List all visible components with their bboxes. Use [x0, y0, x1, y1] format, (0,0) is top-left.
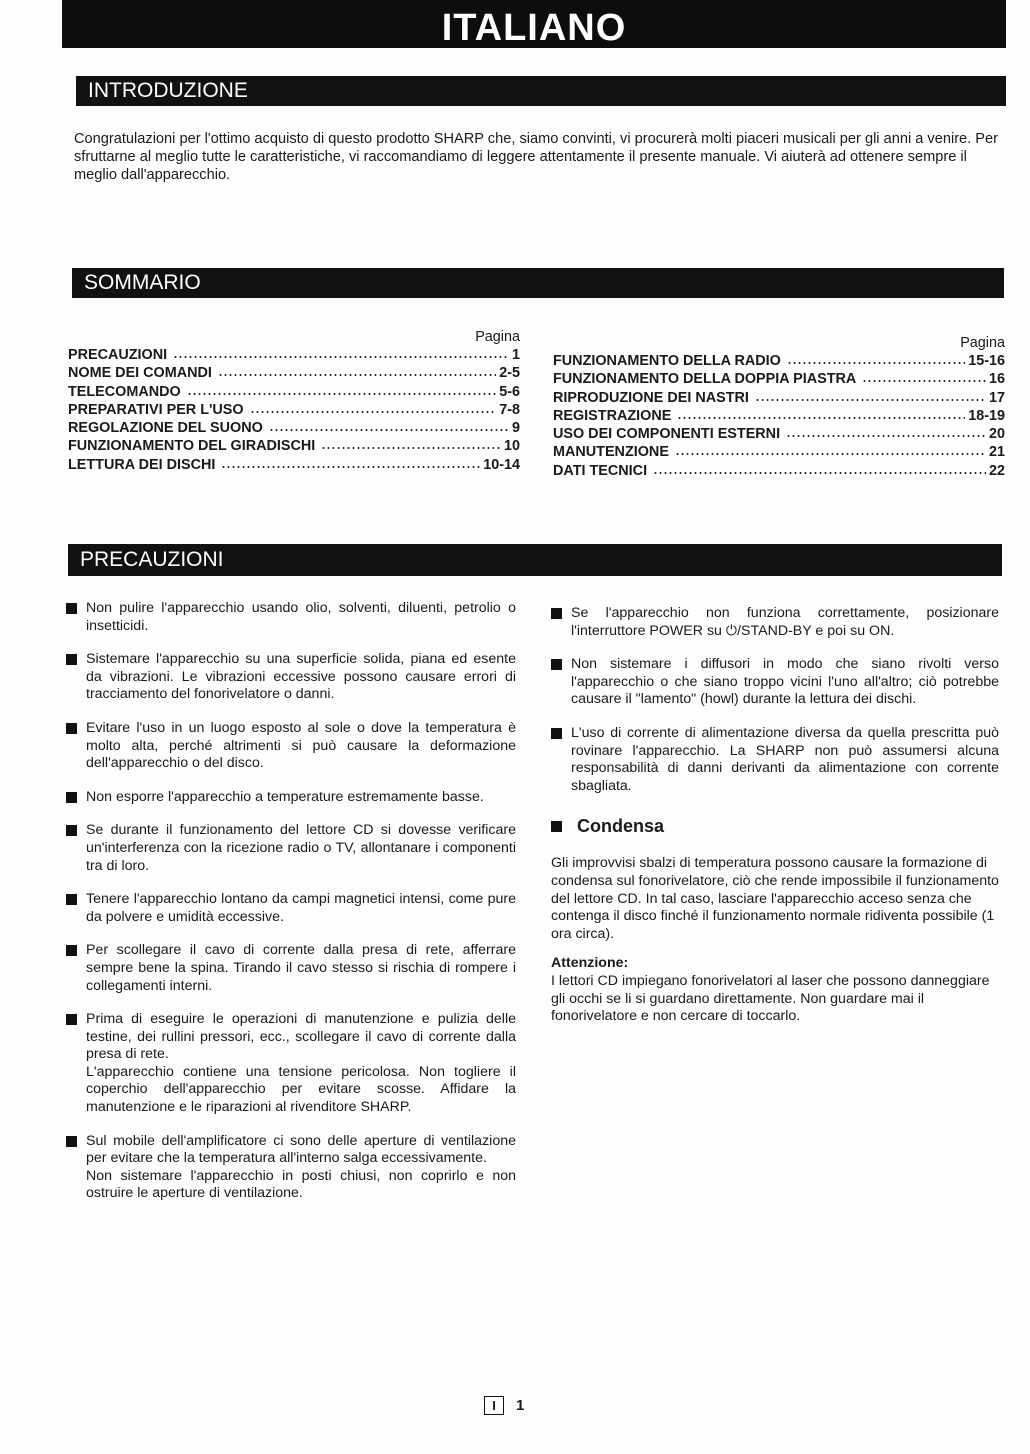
section-heading-precauzioni: PRECAUZIONI — [68, 544, 1002, 576]
toc-dot-leader — [250, 410, 497, 414]
toc-entry-title: RIPRODUZIONE DEI NASTRI — [553, 389, 749, 406]
bullet-square-icon — [66, 825, 77, 836]
bullet-square-icon — [66, 1014, 77, 1025]
bullet-square-icon — [551, 728, 562, 739]
toc-entry-page: 22 — [988, 462, 1005, 479]
section-heading-sommario: SOMMARIO — [72, 268, 1004, 298]
precaution-extra-text: Non sistemare l'apparecchio in posti chiusi, non coprirlo e non ostruire le aperture di ventilazione. — [86, 1167, 516, 1202]
toc-entry-page: 2-5 — [499, 365, 520, 382]
precaution-text: Se l'apparecchio non funziona correttamente, posizionare l'interruttore POWER su ⏻/STAND-BY e poi su ON. — [571, 605, 999, 639]
toc-dot-leader — [862, 379, 986, 383]
intro-paragraph: Congratulazioni per l'ottimo acquisto di questo prodotto SHARP che, siamo convinti, vi procurerà molti piaceri musicali per gli anni a venire. Per sfruttarne al meglio tutte le caratteristiche, vi raccomandiamo di leggere attentamente il presente manuale. Vi aiuterà ad ottenere sempre il meglio dall'apparecchio. — [74, 131, 998, 183]
toc-entry-title: FUNZIONAMENTO DELLA RADIO — [553, 353, 781, 369]
page-footer — [484, 1394, 524, 1416]
precaution-item — [66, 720, 516, 773]
precaution-extra-text: L'apparecchio contiene una tensione pericolosa. Non togliere il coperchio dell'apparecchio per evitare scosse. Affidare la manutenzione e le riparazioni al rivenditore SHARP. — [86, 1063, 516, 1116]
toc-entry-page: 9 — [511, 420, 520, 437]
toc-entry — [68, 437, 520, 455]
bullet-square-icon — [66, 654, 77, 665]
toc-entry — [553, 389, 1005, 407]
attention-title: Attenzione: — [551, 955, 629, 972]
toc-entry — [68, 346, 520, 364]
precaution-item — [66, 942, 516, 995]
condensa-heading — [551, 815, 999, 837]
precaution-text: Sul mobile dell'amplificatore ci sono delle aperture di ventilazione per evitare che la temperatura all'interno salga eccessivamente. — [86, 1132, 516, 1167]
language-code-box: I — [484, 1396, 504, 1415]
toc-dot-leader — [269, 428, 509, 432]
toc-entry — [553, 407, 1005, 425]
toc-entry — [553, 462, 1005, 480]
toc-dot-leader — [218, 373, 496, 377]
precautions-right-column — [551, 605, 999, 1038]
precaution-text: Non esporre l'apparecchio a temperature estremamente basse. — [86, 788, 484, 805]
precaution-text: Non pulire l'apparecchio usando olio, solventi, diluenti, petrolio o insetticidi. — [86, 600, 516, 634]
toc-left-column — [68, 328, 520, 474]
precaution-text: Per scollegare il cavo di corrente dalla presa di rete, afferrare sempre bene la spina. Tirando il cavo stesso si rischia di rompere i collegamenti interni. — [86, 942, 516, 994]
toc-entry-title: FUNZIONAMENTO DELLA DOPPIA PIASTRA — [553, 371, 857, 388]
toc-entry-title: PRECAUZIONI — [68, 347, 168, 363]
toc-entry — [553, 425, 1005, 443]
precautions-left-column — [66, 600, 516, 1219]
toc-entry-title: PREPARATIVI PER L'USO — [68, 401, 244, 418]
toc-entry-page: 5-6 — [499, 383, 520, 400]
toc-dot-leader — [653, 471, 986, 475]
toc-entry-title: LETTURA DEI DISCHI — [68, 456, 216, 473]
toc-entry — [68, 419, 520, 437]
toc-entry-title: REGISTRAZIONE — [553, 407, 672, 424]
toc-entry — [68, 456, 520, 474]
precaution-item — [66, 1011, 516, 1117]
precaution-item — [66, 651, 516, 704]
precaution-text: Evitare l'uso in un luogo esposto al sole o dove la temperatura è molto alta, perché altrimenti si può causare la deformazione dell'apparecchio o del disco. — [86, 719, 516, 772]
toc-entry-page: 21 — [988, 444, 1005, 461]
precaution-item — [66, 789, 516, 807]
toc-entry-title: MANUTENZIONE — [553, 444, 669, 461]
bullet-square-icon — [551, 659, 562, 670]
bullet-square-icon — [551, 608, 562, 619]
toc-entry-title: DATI TECNICI — [553, 462, 648, 479]
toc-dot-leader — [787, 361, 965, 365]
precaution-item — [551, 656, 999, 709]
toc-dot-leader — [675, 452, 986, 456]
toc-page-header: Pagina — [475, 329, 520, 345]
toc-entry-page: 1 — [511, 347, 520, 363]
bullet-square-icon — [66, 894, 77, 905]
toc-entry-page: 20 — [988, 426, 1005, 443]
toc-entry — [553, 443, 1005, 461]
toc-entry-page: 10-14 — [483, 456, 520, 473]
precaution-text: Tenere l'apparecchio lontano da campi magnetici intensi, come pure da polvere e umidità eccessive. — [86, 891, 516, 925]
precaution-item — [66, 600, 516, 635]
bullet-square-icon — [66, 603, 77, 614]
toc-right-column — [553, 334, 1005, 480]
toc-entry-page: 10 — [503, 438, 520, 455]
toc-entry — [68, 383, 520, 401]
bullet-square-icon — [66, 723, 77, 734]
toc-dot-leader — [786, 434, 986, 438]
precaution-text: Non sistemare i diffusori in modo che siano rivolti verso l'apparecchio o che siano troppo vicini l'uno all'altro; ciò potrebbe causare il "lamento" (howl) durante la lettura dei dischi. — [571, 656, 999, 708]
toc-entry — [553, 352, 1005, 370]
precaution-item — [66, 822, 516, 875]
toc-entry-page: 16 — [988, 371, 1005, 388]
toc-entry-title: NOME DEI COMANDI — [68, 365, 212, 382]
condensa-text: Gli improvvisi sbalzi di temperatura possono causare la formazione di condensa sul fonorivelatore, ciò che rende impossibile il funzionamento del lettore CD. In tal caso, lasciare l'apparecchio acceso senza che contenga il disco finché il funzionamento normale ridiventa possibile (1 ora circa). — [551, 855, 999, 942]
bullet-square-icon — [66, 792, 77, 803]
precaution-text: L'uso di corrente di alimentazione diversa da quella prescritta può rovinare l'apparecchio. La SHARP non può assumersi alcuna responsabilità di danni derivanti da alimentazione con corrente sbagliata. — [571, 724, 999, 794]
toc-entry-title: TELECOMANDO — [68, 383, 181, 400]
attention-text: I lettori CD impiegano fonorivelatori al laser che possono danneggiare gli occhi se li si guardano direttamente. Non guardare mai il fonorivelatore e non cercare di toccarlo. — [551, 972, 990, 1025]
precaution-text: Prima di eseguire le operazioni di manutenzione e pulizia delle testine, dei rullini pressori, ecc., scollegare il cavo di corrente dalla presa di rete. — [86, 1011, 516, 1063]
toc-entry — [68, 401, 520, 419]
toc-entry-title: FUNZIONAMENTO DEL GIRADISCHI — [68, 438, 316, 455]
condensa-title: Condensa — [577, 816, 665, 837]
toc-entry — [553, 370, 1005, 388]
toc-entry-page: 18-19 — [968, 407, 1005, 424]
precaution-item — [551, 605, 999, 640]
toc-entry — [68, 364, 520, 382]
toc-entry-page: 17 — [988, 389, 1005, 406]
precaution-item — [66, 1133, 516, 1203]
precaution-text: Se durante il funzionamento del lettore CD si dovesse verificare un'interferenza con la ricezione radio o TV, allontanare i componenti tra di loro. — [86, 822, 516, 874]
page-language-banner: ITALIANO — [62, 0, 1006, 48]
toc-dot-leader — [755, 398, 986, 402]
toc-dot-leader — [677, 416, 965, 420]
toc-dot-leader — [173, 355, 509, 359]
bullet-square-icon — [66, 1136, 77, 1147]
toc-entry-page: 15-16 — [968, 353, 1005, 369]
page-number: 1 — [516, 1396, 525, 1414]
toc-page-header: Pagina — [960, 335, 1005, 351]
toc-entry-title: REGOLAZIONE DEL SUONO — [68, 420, 263, 437]
precaution-text: Sistemare l'apparecchio su una superficie solida, piana ed esente da vibrazioni. Le vibrazioni eccessive possono causare errori di tracciamento del fonorivelatore o danni. — [86, 651, 516, 703]
toc-dot-leader — [321, 446, 501, 450]
precaution-item — [551, 725, 999, 795]
bullet-square-icon — [66, 945, 77, 956]
section-heading-introduzione: INTRODUZIONE — [76, 76, 1006, 106]
toc-entry-page: 7-8 — [499, 401, 520, 418]
toc-dot-leader — [221, 465, 480, 469]
bullet-square-icon — [551, 821, 562, 832]
precaution-item — [66, 891, 516, 926]
toc-entry-title: USO DEI COMPONENTI ESTERNI — [553, 426, 781, 443]
toc-dot-leader — [187, 392, 496, 396]
